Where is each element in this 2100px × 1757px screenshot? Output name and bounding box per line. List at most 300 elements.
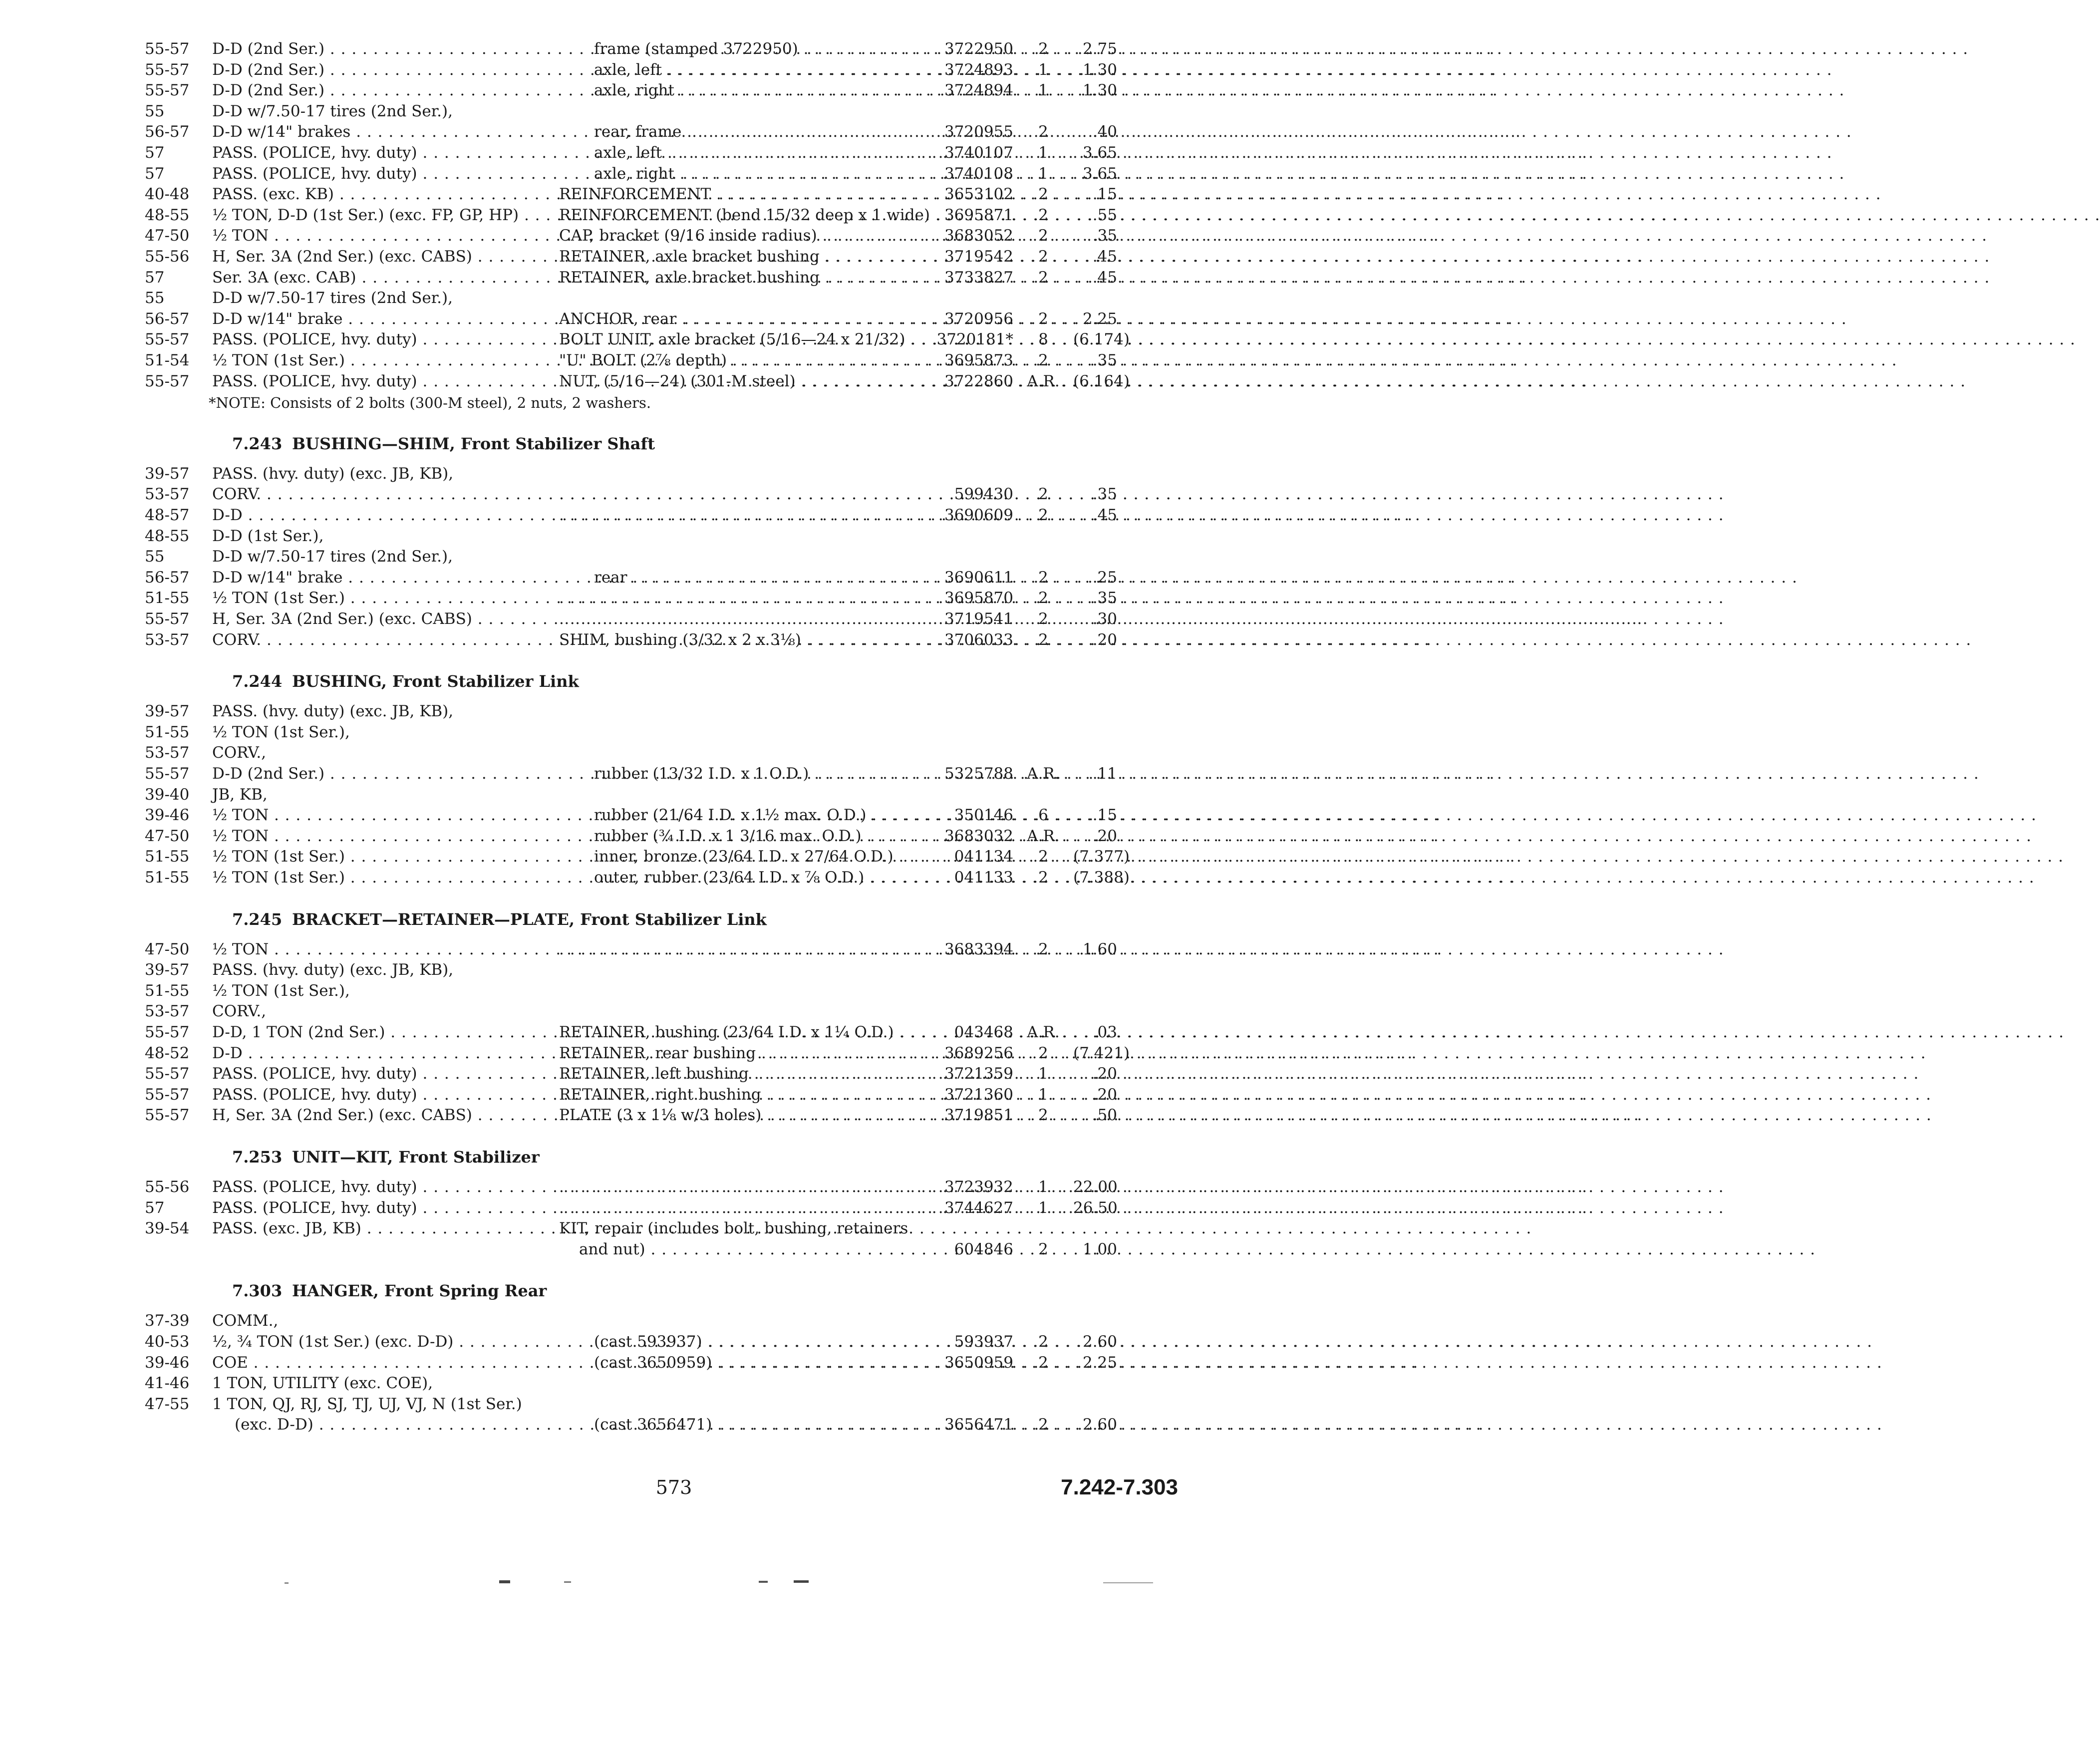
- application: [212, 847, 532, 867]
- application-text: H, Ser. 3A (2nd Ser.) (exc. CABS) . . .: [212, 1105, 532, 1125]
- application-text: H, Ser. 3A (2nd Ser.) (exc. CABS) . . .: [212, 247, 532, 267]
- part-description-text: RETAINER, bushing (23/64 I.D. x 1¼ O.D.) . . .: [559, 1022, 916, 1042]
- list-price-text: .15: [1092, 185, 1117, 204]
- list-price: [1073, 247, 1117, 267]
- part-description: [559, 588, 916, 608]
- parts-row: [0, 247, 1262, 267]
- list-price-text: .25: [1092, 568, 1117, 586]
- list-price-text: 1.30: [1082, 81, 1117, 100]
- application: [212, 764, 532, 784]
- parts-row: [0, 39, 1262, 59]
- quantity-text: 2: [1038, 1240, 1048, 1258]
- part-number: [918, 847, 1013, 867]
- part-number-text: 043468: [954, 1023, 1013, 1041]
- part-number: [918, 764, 1013, 784]
- part-description: [559, 1198, 916, 1218]
- quantity-text: 2: [1038, 848, 1048, 866]
- quantity-text: 2: [1038, 485, 1048, 504]
- parts-row: [0, 609, 1262, 629]
- parts-row: [0, 1001, 1262, 1021]
- quantity: [1013, 1043, 1073, 1063]
- application-text: PASS. (hvy. duty) (exc. JB, KB),: [212, 961, 454, 979]
- part-number-text: 3690609: [944, 506, 1013, 524]
- quantity: [1013, 1332, 1073, 1352]
- section-heading: [0, 908, 1262, 930]
- part-number: [918, 1353, 1013, 1373]
- quantity: [1013, 164, 1073, 184]
- application: [212, 939, 532, 959]
- list-price: [1073, 309, 1117, 329]
- list-price-text: 1.00: [1082, 1240, 1117, 1258]
- model-years-text: 55-56: [145, 248, 190, 266]
- model-years-text: 47-50: [145, 227, 190, 245]
- part-number: [918, 826, 1013, 846]
- list-price: [1073, 805, 1117, 825]
- application-text: (exc. D-D) . . .: [235, 1415, 554, 1435]
- section-range: 7.242-7.303: [1061, 1475, 1178, 1499]
- list-price: [1073, 1177, 1117, 1197]
- quantity: [1013, 826, 1073, 846]
- list-price: [1073, 80, 1117, 100]
- part-number: [918, 505, 1013, 525]
- quantity: [1013, 60, 1073, 80]
- part-description: [559, 350, 916, 370]
- part-number-text: 350146: [954, 806, 1013, 825]
- model-years: [145, 960, 212, 980]
- part-number-text: 3650959: [944, 1353, 1013, 1372]
- quantity-text: 6: [1038, 806, 1048, 825]
- quantity: [1013, 1239, 1073, 1259]
- model-years: [145, 288, 212, 308]
- part-description: [559, 1218, 916, 1238]
- model-years: [145, 1022, 212, 1042]
- parts-row: [0, 484, 1262, 504]
- part-number-text: 041134: [954, 848, 1013, 866]
- part-number: [918, 1177, 1013, 1197]
- application-text: D-D, 1 TON (2nd Ser.) . . .: [212, 1022, 532, 1042]
- part-description-text: RETAINER, axle bracket bushing . . .: [559, 268, 916, 288]
- part-number-text: 3720181*: [936, 330, 1013, 349]
- quantity-text: 2: [1038, 1353, 1048, 1372]
- parts-row: [0, 960, 1262, 980]
- list-price-text: .35: [1092, 589, 1117, 607]
- application: [212, 1105, 532, 1125]
- quantity-text: 2: [1038, 268, 1048, 287]
- section-number: 7.245: [232, 909, 283, 929]
- model-years-text: 55: [145, 289, 165, 307]
- model-years-text: 55-57: [145, 1106, 190, 1125]
- list-price: [1073, 939, 1117, 959]
- model-years-text: 53-57: [145, 1002, 190, 1021]
- quantity-text: A.R.: [1027, 1023, 1060, 1041]
- part-number-text: 041133: [954, 869, 1013, 886]
- quantity-text: 2: [1038, 1044, 1048, 1062]
- parts-row: [0, 722, 1262, 742]
- application-text: PASS. (POLICE, hvy. duty) . . .: [212, 1064, 532, 1084]
- part-description-text: rubber (13/32 I.D. x 1 O.D.) . . .: [594, 764, 916, 784]
- part-number-text: 3653102: [944, 185, 1013, 204]
- model-years-text: 55-57: [145, 1065, 190, 1083]
- part-description: [559, 184, 916, 204]
- quantity: [1013, 568, 1073, 587]
- model-years-text: 51-55: [145, 848, 190, 866]
- part-number-text: 599430: [954, 485, 1013, 504]
- part-number: [918, 143, 1013, 163]
- parts-row: [0, 588, 1262, 608]
- part-description-text: RETAINER, axle bracket bushing . . .: [559, 247, 916, 267]
- model-years: [145, 1394, 212, 1414]
- model-years: [145, 350, 212, 370]
- parts-row: [0, 1177, 1262, 1197]
- application: [212, 1022, 532, 1042]
- parts-row: [0, 122, 1262, 142]
- model-years-text: 56-57: [145, 123, 190, 141]
- part-description-text: RETAINER, left bushing . . .: [559, 1064, 916, 1084]
- part-number: [918, 309, 1013, 329]
- parts-row: [0, 143, 1262, 163]
- list-price: [1073, 1064, 1117, 1084]
- part-description: [594, 143, 916, 163]
- model-years: [145, 60, 212, 80]
- part-description-text: [559, 939, 916, 959]
- application-text: PASS. (POLICE, hvy. duty) . . .: [212, 1085, 532, 1105]
- quantity: [1013, 1415, 1073, 1435]
- quantity-text: 8: [1038, 330, 1048, 349]
- application: [212, 630, 532, 650]
- quantity: [1013, 1353, 1073, 1373]
- parts-row: [0, 1332, 1262, 1352]
- scan-specks: [0, 1577, 1262, 1587]
- list-price-text: .20: [1092, 630, 1117, 649]
- part-description: [594, 1353, 916, 1373]
- quantity: [1013, 1064, 1073, 1084]
- part-number-text: 3689256: [944, 1044, 1013, 1062]
- part-description-text: PLATE (3 x 1⅛ w/3 holes) . . .: [559, 1105, 916, 1125]
- application: [212, 60, 532, 80]
- part-description: [559, 1064, 916, 1084]
- model-years-text: 55-57: [145, 330, 190, 349]
- part-description-text: "U" BOLT (2⅞ depth) . . .: [559, 350, 916, 370]
- model-years: [145, 1373, 212, 1393]
- application: [212, 1332, 532, 1352]
- quantity-text: 1: [1038, 1178, 1048, 1196]
- list-price: [1073, 350, 1117, 370]
- list-price: [1073, 1105, 1117, 1125]
- quantity: [1013, 371, 1073, 391]
- parts-row: [0, 743, 1262, 763]
- model-years: [145, 568, 212, 587]
- quantity: [1013, 350, 1073, 370]
- model-years: [145, 122, 212, 142]
- model-years-text: 51-55: [145, 723, 190, 741]
- quantity: [1013, 939, 1073, 959]
- part-number: [918, 1332, 1013, 1352]
- model-years: [145, 805, 212, 825]
- list-price: [1073, 1198, 1117, 1218]
- quantity: [1013, 1022, 1073, 1042]
- application: [212, 568, 532, 587]
- model-years-text: 56-57: [145, 568, 190, 586]
- model-years: [145, 80, 212, 100]
- part-description-text: SHIM, bushing (3/32 x 2 x 3⅛) . . .: [559, 630, 916, 650]
- list-price-text: .35: [1092, 351, 1117, 369]
- quantity: [1013, 122, 1073, 142]
- list-price: [1073, 39, 1117, 59]
- application-text: ½ TON (1st Ser.),: [212, 981, 350, 1000]
- application: [212, 868, 532, 887]
- application-text: COE . . .: [212, 1353, 532, 1373]
- model-years: [145, 1001, 212, 1021]
- parts-row: [0, 868, 1262, 887]
- part-description: [594, 122, 916, 142]
- parts-row: [0, 764, 1262, 784]
- model-years-text: 53-57: [145, 485, 190, 504]
- application: [212, 164, 532, 184]
- model-years: [145, 39, 212, 59]
- part-number-text: 3721359: [944, 1065, 1013, 1083]
- part-number-text: 3719851: [944, 1106, 1013, 1125]
- parts-row: [0, 1373, 1262, 1393]
- model-years: [145, 526, 212, 546]
- part-number-text: 3656471: [944, 1416, 1013, 1434]
- quantity-text: 2: [1038, 589, 1048, 607]
- application-text: D-D w/7.50-17 tires (2nd Ser.),: [212, 548, 453, 566]
- application: [212, 247, 532, 267]
- part-number-text: 3722860: [944, 372, 1013, 390]
- part-number-text: 3724894: [944, 81, 1013, 100]
- part-number-text: 3723932: [944, 1178, 1013, 1196]
- model-years: [145, 1311, 212, 1331]
- application-text: D-D . . .: [212, 505, 532, 525]
- part-description-text: [559, 588, 916, 608]
- application: [212, 143, 532, 163]
- model-years: [145, 226, 212, 246]
- application-text: H, Ser. 3A (2nd Ser.) (exc. CABS) . . .: [212, 609, 532, 629]
- model-years: [145, 143, 212, 163]
- part-description-text: inner, bronze (23/64 I.D. x 27/64 O.D.) . . .: [594, 847, 916, 867]
- application-text: D-D (2nd Ser.) . . .: [212, 60, 532, 80]
- part-number-text: 3721360: [944, 1085, 1013, 1104]
- parts-row: [0, 939, 1262, 959]
- part-number: [918, 205, 1013, 225]
- quantity: [1013, 184, 1073, 204]
- part-description-text: CAP, bracket (9/16 inside radius) . . .: [559, 226, 916, 246]
- model-years-text: 47-50: [145, 940, 190, 958]
- model-years: [145, 484, 212, 504]
- list-price: [1073, 1085, 1117, 1105]
- application-text: ½, ¾ TON (1st Ser.) (exc. D-D) . . .: [212, 1332, 532, 1352]
- application: [212, 1218, 532, 1238]
- model-years: [145, 547, 212, 567]
- part-number-text: 3744627: [944, 1198, 1013, 1217]
- part-description: [594, 764, 916, 784]
- list-price-text: (6.164): [1073, 372, 1130, 390]
- application-text: D-D (2nd Ser.) . . .: [212, 80, 532, 100]
- part-description: [594, 868, 916, 887]
- application-text: D-D w/7.50-17 tires (2nd Ser.),: [212, 102, 453, 120]
- section-heading: [0, 670, 1262, 692]
- application-text: D-D w/14" brakes . . .: [212, 122, 532, 142]
- model-years-text: 41-46: [145, 1374, 190, 1393]
- quantity: [1013, 847, 1073, 867]
- application: [212, 329, 532, 349]
- application-text: ½ TON (1st Ser.) . . .: [212, 588, 532, 608]
- quantity-text: 2: [1038, 940, 1048, 958]
- quantity-text: 2: [1038, 309, 1048, 328]
- model-years: [145, 1043, 212, 1063]
- parts-row: [0, 268, 1262, 288]
- application: [212, 1311, 532, 1331]
- list-price: [1073, 329, 1130, 349]
- list-price: [1073, 568, 1117, 587]
- quantity: [1013, 226, 1073, 246]
- part-description-text: RETAINER, rear bushing . . .: [559, 1043, 916, 1063]
- quantity: [1013, 329, 1073, 349]
- quantity-text: 2: [1038, 568, 1048, 586]
- application: [212, 805, 532, 825]
- quantity-text: A.R.: [1027, 827, 1060, 845]
- parts-row: [0, 1022, 1262, 1042]
- model-years-text: 51-55: [145, 981, 190, 1000]
- application-text: PASS. (exc. KB) . . .: [212, 184, 532, 204]
- quantity: [1013, 39, 1073, 59]
- model-years: [145, 371, 212, 391]
- part-number-text: 3706033: [944, 630, 1013, 649]
- model-years-text: 55-57: [145, 40, 190, 58]
- application: [212, 1043, 532, 1063]
- list-price: [1073, 609, 1117, 629]
- quantity-text: 2: [1038, 206, 1048, 224]
- part-description: [559, 630, 916, 650]
- application-text: CORV.,: [212, 744, 267, 762]
- application: [212, 588, 532, 608]
- application-text: ½ TON . . .: [212, 805, 532, 825]
- list-price: [1073, 1415, 1117, 1435]
- parts-row: [0, 547, 1262, 567]
- application-text: PASS. (exc. JB, KB) . . .: [212, 1218, 532, 1238]
- model-years: [145, 1177, 212, 1197]
- part-number-text: 3683052: [944, 227, 1013, 245]
- model-years: [145, 205, 212, 225]
- list-price: [1073, 868, 1130, 887]
- model-years: [145, 1239, 212, 1259]
- list-price-text: .45: [1092, 248, 1117, 266]
- part-description-text: REINFORCEMENT (bend 15/32 deep x 1 wide) . . .: [559, 205, 916, 225]
- application: [212, 1394, 532, 1414]
- application-text: 1 TON, QJ, RJ, SJ, TJ, UJ, VJ, N (1st Ser.): [212, 1395, 522, 1413]
- list-price: [1073, 268, 1117, 288]
- quantity: [1013, 268, 1073, 288]
- application: [212, 205, 532, 225]
- model-years: [145, 247, 212, 267]
- model-years: [145, 630, 212, 650]
- list-price-text: 3.65: [1082, 144, 1117, 162]
- part-description-text: (cast 3656471) . . .: [594, 1415, 916, 1435]
- application-text: 1 TON, UTILITY (exc. COE),: [212, 1374, 433, 1393]
- quantity-text: 2: [1038, 630, 1048, 649]
- application-text: Ser. 3A (exc. CAB) . . .: [212, 268, 532, 288]
- list-price: [1073, 226, 1117, 246]
- section-title: BRACKET—RETAINER—PLATE, Front Stabilizer Link: [292, 909, 767, 929]
- model-years: [145, 164, 212, 184]
- quantity-text: 2: [1038, 123, 1048, 141]
- part-number: [918, 184, 1013, 204]
- list-price-text: .45: [1092, 506, 1117, 524]
- parts-row: [0, 526, 1262, 546]
- model-years-text: 48-55: [145, 527, 190, 545]
- model-years-text: 51-55: [145, 589, 190, 607]
- application: [212, 743, 532, 763]
- list-price-text: .30: [1092, 610, 1117, 628]
- model-years-text: 55-57: [145, 765, 190, 783]
- parts-row: [0, 701, 1262, 721]
- application: [212, 464, 532, 484]
- application: [235, 1415, 554, 1435]
- quantity: [1013, 247, 1073, 267]
- part-number-text: 3719542: [944, 248, 1013, 266]
- application-text: PASS. (POLICE, hvy. duty) . . .: [212, 164, 532, 184]
- model-years-text: 57: [145, 144, 165, 162]
- quantity-text: 2: [1038, 1416, 1048, 1434]
- list-price: [1073, 1332, 1117, 1352]
- model-years: [145, 309, 212, 329]
- part-description: [559, 1177, 916, 1197]
- parts-row: [0, 350, 1262, 370]
- parts-row: [0, 371, 1262, 391]
- parts-row: [0, 60, 1262, 80]
- list-price-text: .40: [1092, 123, 1117, 141]
- parts-row: [0, 1218, 1262, 1238]
- application-text: ½ TON (1st Ser.) . . .: [212, 350, 532, 370]
- list-price-text: (6.174): [1073, 330, 1130, 349]
- part-description-text: (cast 3650959) . . .: [594, 1353, 916, 1373]
- list-price: [1073, 371, 1130, 391]
- list-price-text: 1.30: [1082, 60, 1117, 79]
- list-price-text: 1.60: [1082, 940, 1117, 958]
- part-number-text: 3695871: [944, 206, 1013, 224]
- application: [212, 371, 532, 391]
- part-number: [918, 247, 1013, 267]
- part-description-text: axle, right . . .: [594, 80, 916, 100]
- list-price: [1073, 60, 1117, 80]
- part-description-text: [559, 1177, 916, 1197]
- part-description: [594, 1332, 916, 1352]
- list-price: [1073, 630, 1117, 650]
- model-years: [145, 764, 212, 784]
- section-number: 7.243: [232, 434, 283, 453]
- list-price: [1073, 1043, 1130, 1063]
- part-description-text: axle, left . . .: [594, 143, 916, 163]
- quantity-text: 2: [1038, 1106, 1048, 1125]
- application-text: D-D w/7.50-17 tires (2nd Ser.),: [212, 289, 453, 307]
- quantity-text: 1: [1038, 164, 1048, 183]
- part-description: [559, 484, 916, 504]
- parts-row: [0, 329, 1262, 349]
- application-text: D-D w/14" brake . . .: [212, 309, 532, 329]
- list-price: [1073, 184, 1117, 204]
- model-years: [145, 939, 212, 959]
- part-number-text: 5325788: [944, 765, 1013, 783]
- parts-row: [0, 1064, 1262, 1084]
- application: [212, 826, 532, 846]
- quantity: [1013, 80, 1073, 100]
- application: [212, 505, 532, 525]
- part-description: [559, 939, 916, 959]
- model-years-text: 47-50: [145, 827, 190, 845]
- page-number: 573: [655, 1476, 692, 1498]
- part-description-text: [559, 484, 916, 504]
- parts-row: [0, 226, 1262, 246]
